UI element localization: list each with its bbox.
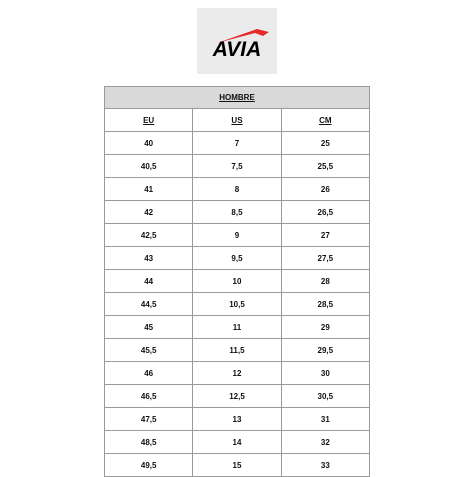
- table-cell-cm: 28: [281, 270, 369, 293]
- table-cell-us: 11,5: [193, 339, 281, 362]
- table-row: [105, 454, 370, 477]
- table-cell-eu: 48,5: [105, 431, 193, 454]
- table-cell-us: 12,5: [193, 385, 281, 408]
- size-chart-table: [104, 86, 370, 477]
- column-header-eu: EU: [105, 109, 193, 132]
- avia-logo-icon: [197, 8, 277, 74]
- table-cell-eu: 43: [105, 247, 193, 270]
- table-cell-us: 7,5: [193, 155, 281, 178]
- table-title: HOMBRE: [105, 87, 370, 109]
- table-cell-us: 12: [193, 362, 281, 385]
- table-body: [105, 132, 370, 477]
- table-cell-eu: 40: [105, 132, 193, 155]
- table-cell-us: 10: [193, 270, 281, 293]
- table-cell-eu: 42: [105, 201, 193, 224]
- table-cell-cm: 29,5: [281, 339, 369, 362]
- table-cell-cm: 30,5: [281, 385, 369, 408]
- table-cell-us: 8: [193, 178, 281, 201]
- column-header-cm: CM: [281, 109, 369, 132]
- column-header-us: US: [193, 109, 281, 132]
- table-cell-us: 9,5: [193, 247, 281, 270]
- table-cell-eu: 49,5: [105, 454, 193, 477]
- table-cell-cm: 27: [281, 224, 369, 247]
- table-row: [105, 408, 370, 431]
- table-row: [105, 385, 370, 408]
- table-cell-cm: 25: [281, 132, 369, 155]
- column-header-row: [105, 109, 370, 132]
- table-cell-cm: 27,5: [281, 247, 369, 270]
- table-cell-cm: 26: [281, 178, 369, 201]
- table-cell-us: 11: [193, 316, 281, 339]
- table-row: [105, 132, 370, 155]
- table-row: [105, 339, 370, 362]
- table-row: [105, 316, 370, 339]
- table-cell-eu: 40,5: [105, 155, 193, 178]
- table-cell-us: 13: [193, 408, 281, 431]
- table-cell-eu: 47,5: [105, 408, 193, 431]
- table-cell-eu: 42,5: [105, 224, 193, 247]
- table-row: [105, 247, 370, 270]
- brand-logo: [197, 8, 277, 74]
- table-cell-eu: 46: [105, 362, 193, 385]
- table-cell-eu: 41: [105, 178, 193, 201]
- table-cell-eu: 46,5: [105, 385, 193, 408]
- table-cell-cm: 29: [281, 316, 369, 339]
- table-row: [105, 362, 370, 385]
- table-cell-us: 10,5: [193, 293, 281, 316]
- table-row: [105, 201, 370, 224]
- table-cell-eu: 45: [105, 316, 193, 339]
- table-row: [105, 270, 370, 293]
- table-row: [105, 431, 370, 454]
- table-cell-us: 15: [193, 454, 281, 477]
- table-cell-eu: 44: [105, 270, 193, 293]
- table-cell-cm: 26,5: [281, 201, 369, 224]
- table-row: [105, 178, 370, 201]
- table-cell-cm: 33: [281, 454, 369, 477]
- table-cell-cm: 28,5: [281, 293, 369, 316]
- table-cell-cm: 25,5: [281, 155, 369, 178]
- table-row: [105, 155, 370, 178]
- table-cell-us: 8,5: [193, 201, 281, 224]
- table-row: [105, 293, 370, 316]
- table-cell-cm: 32: [281, 431, 369, 454]
- table-cell-cm: 31: [281, 408, 369, 431]
- logo-wordmark: AVIA: [212, 38, 262, 61]
- table-cell-eu: 44,5: [105, 293, 193, 316]
- table-cell-us: 14: [193, 431, 281, 454]
- table-cell-us: 7: [193, 132, 281, 155]
- table-cell-eu: 45,5: [105, 339, 193, 362]
- table-cell-cm: 30: [281, 362, 369, 385]
- table-cell-us: 9: [193, 224, 281, 247]
- table-row: [105, 224, 370, 247]
